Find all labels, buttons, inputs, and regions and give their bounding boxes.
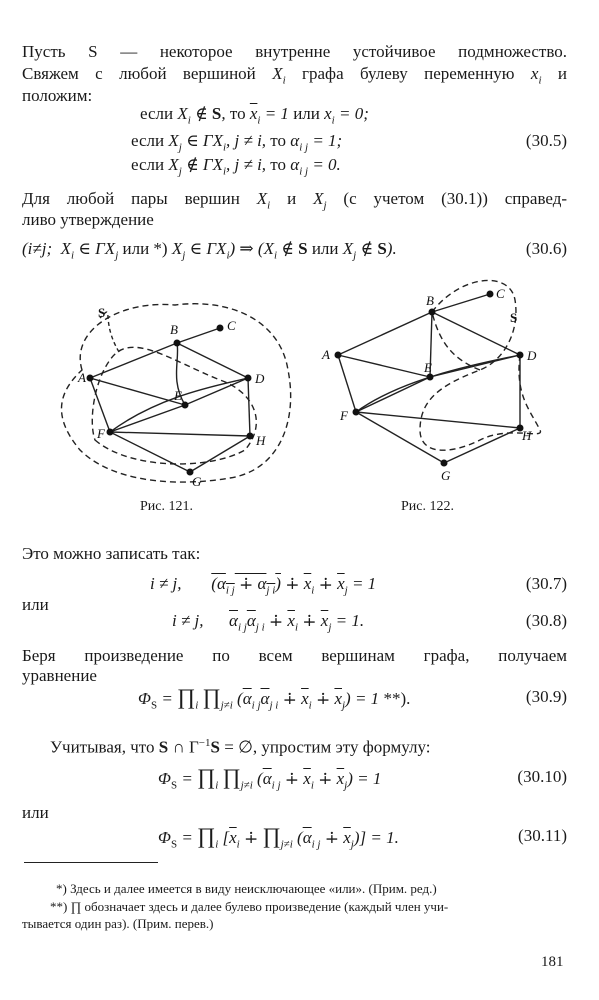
paragraph-line: уравнение bbox=[22, 666, 97, 685]
footnote-rule bbox=[24, 862, 158, 863]
label-d: D bbox=[527, 348, 537, 363]
vertex-c bbox=[487, 291, 494, 298]
label-f: F bbox=[97, 426, 105, 441]
or-word: или bbox=[22, 595, 49, 614]
vertex-g bbox=[441, 460, 448, 467]
label-d: D bbox=[255, 371, 265, 386]
label-a: A bbox=[322, 347, 330, 362]
equation-number: (30.6) bbox=[525, 239, 567, 258]
vertex-d bbox=[245, 375, 252, 382]
vertex-h bbox=[247, 433, 254, 440]
vertex-e bbox=[182, 402, 189, 409]
equation-30-5-line2: если $X_j$ ∈ $\Gamma X_i$, j ≠ i, то $\alpha_{i j} = 1$; bbox=[131, 131, 343, 154]
figure-122-caption: Рис. 122. bbox=[401, 499, 454, 514]
label-s: S bbox=[98, 305, 106, 320]
label-s: S bbox=[510, 310, 518, 325]
label-c: C bbox=[227, 318, 236, 333]
equation-30-5-line1: если $X_i$ ∉ S, то $\overline{x}_i = 1$ или $x_i = 0$; bbox=[140, 104, 369, 127]
vertex-a bbox=[87, 375, 94, 382]
vertex-c bbox=[217, 325, 224, 332]
label-e: E bbox=[174, 388, 182, 403]
equation-30-5-line3: если $X_j$ ∉ $\Gamma X_i$, j ≠ i, то $\alpha_{i j} = 0$. bbox=[131, 155, 341, 178]
vertex-f bbox=[353, 409, 360, 416]
label-e: E bbox=[424, 360, 432, 375]
equation-number: (30.11) bbox=[518, 826, 567, 845]
label-b: B bbox=[170, 322, 178, 337]
paragraph-line: Это можно записать так: bbox=[22, 544, 201, 563]
label-h: H bbox=[522, 428, 532, 443]
equation-number: (30.5) bbox=[525, 131, 567, 150]
footnote-2-line2: тывается один раз). (Прим. перев.) bbox=[22, 916, 214, 931]
footnote-2-line1: **) ∏ обозначает здесь и далее булево произведение (каждый член учи- bbox=[50, 899, 449, 914]
figure-121-caption: Рис. 121. bbox=[140, 499, 193, 514]
label-c: C bbox=[496, 286, 505, 301]
equation-number: (30.8) bbox=[525, 611, 567, 630]
vertex-f bbox=[107, 429, 114, 436]
paragraph-line: Учитывая, что S ∩ $\Gamma^{-1}S$ = ∅, упростим эту формулу: bbox=[50, 737, 431, 757]
page-number: 181 bbox=[541, 954, 564, 970]
paragraph-line: Беря произведение по всем вершинам графа, получаем bbox=[22, 646, 567, 665]
paragraph-line: положим: bbox=[22, 86, 93, 105]
label-g: G bbox=[192, 474, 202, 489]
label-h: H bbox=[256, 433, 266, 448]
vertex-a bbox=[335, 352, 342, 359]
vertex-b bbox=[429, 309, 436, 316]
label-a: A bbox=[78, 370, 86, 385]
equation-number: (30.7) bbox=[525, 574, 567, 593]
paragraph-line: Пусть S — некоторое внутренне устойчивое подмножество. bbox=[22, 42, 567, 61]
equation-30-10: $\Phi_S$ = $\prod_i$ $\prod_{j\ne i}$ ($\overline{\alpha}_{i j}$ ∔ $\overline{x}_i$ ∔ $\overline{x}_j) = 1$ bbox=[158, 764, 382, 792]
paragraph-line: Для любой пары вершин $X_i$ и $X_j$ (с учетом (30.1)) справед- bbox=[22, 189, 567, 212]
vertex-b bbox=[174, 340, 181, 347]
equation-30-9: $\Phi_S$ = $\prod_i$ $\prod_{j\ne i}$ ($\overline{\alpha}_{i j}\overline{\alpha}_{j i}$ ∔ $\overline{x}_i$ ∔ $\overline{x}_j) = 1$ **). bbox=[138, 684, 411, 712]
equation-number: (30.10) bbox=[517, 767, 567, 786]
paragraph-line: ливо утверждение bbox=[22, 210, 154, 229]
equation-number: (30.9) bbox=[525, 687, 567, 706]
figure-122 bbox=[338, 280, 540, 463]
label-g: G bbox=[441, 468, 451, 483]
footnote-1: *) Здесь и далее имеется в виду неисключающее «или». (Прим. ред.) bbox=[56, 881, 437, 896]
equation-30-7: i ≠ j, ($\alpha_{i j}$ ∔ $\alpha_{j i}$) ∔ $\overline{x}_i$ ∔ $\overline{x}_j = 1$ bbox=[150, 574, 377, 597]
equation-30-6: (i≠j; $X_i$ ∈ $\Gamma X_j$ или *) $X_j$ ∈ $\Gamma X_i$) ⇒ ($X_i$ ∉ S или $X_j$ ∉ S). bbox=[22, 239, 397, 262]
paragraph-line: Свяжем с любой вершиной $X_i$ графа булеву переменную $x_i$ и bbox=[22, 64, 568, 87]
equation-30-11: $\Phi_S$ = $\prod_i$ [$\overline{x}_i$ ∔ $\prod_{j\ne i}$ ($\overline{\alpha}_{i j}$ ∔ $\overline{x}_j)] = 1$. bbox=[158, 823, 399, 851]
or-word: или bbox=[22, 803, 49, 822]
label-b: B bbox=[426, 293, 434, 308]
equation-30-8: i ≠ j, $\overline{\alpha}_{i j}\overline{\alpha}_{j i}$ ∔ $\overline{x}_i$ ∔ $\overline{x}_j = 1$. bbox=[172, 611, 365, 634]
label-f: F bbox=[340, 408, 348, 423]
vertex-d bbox=[517, 352, 524, 359]
